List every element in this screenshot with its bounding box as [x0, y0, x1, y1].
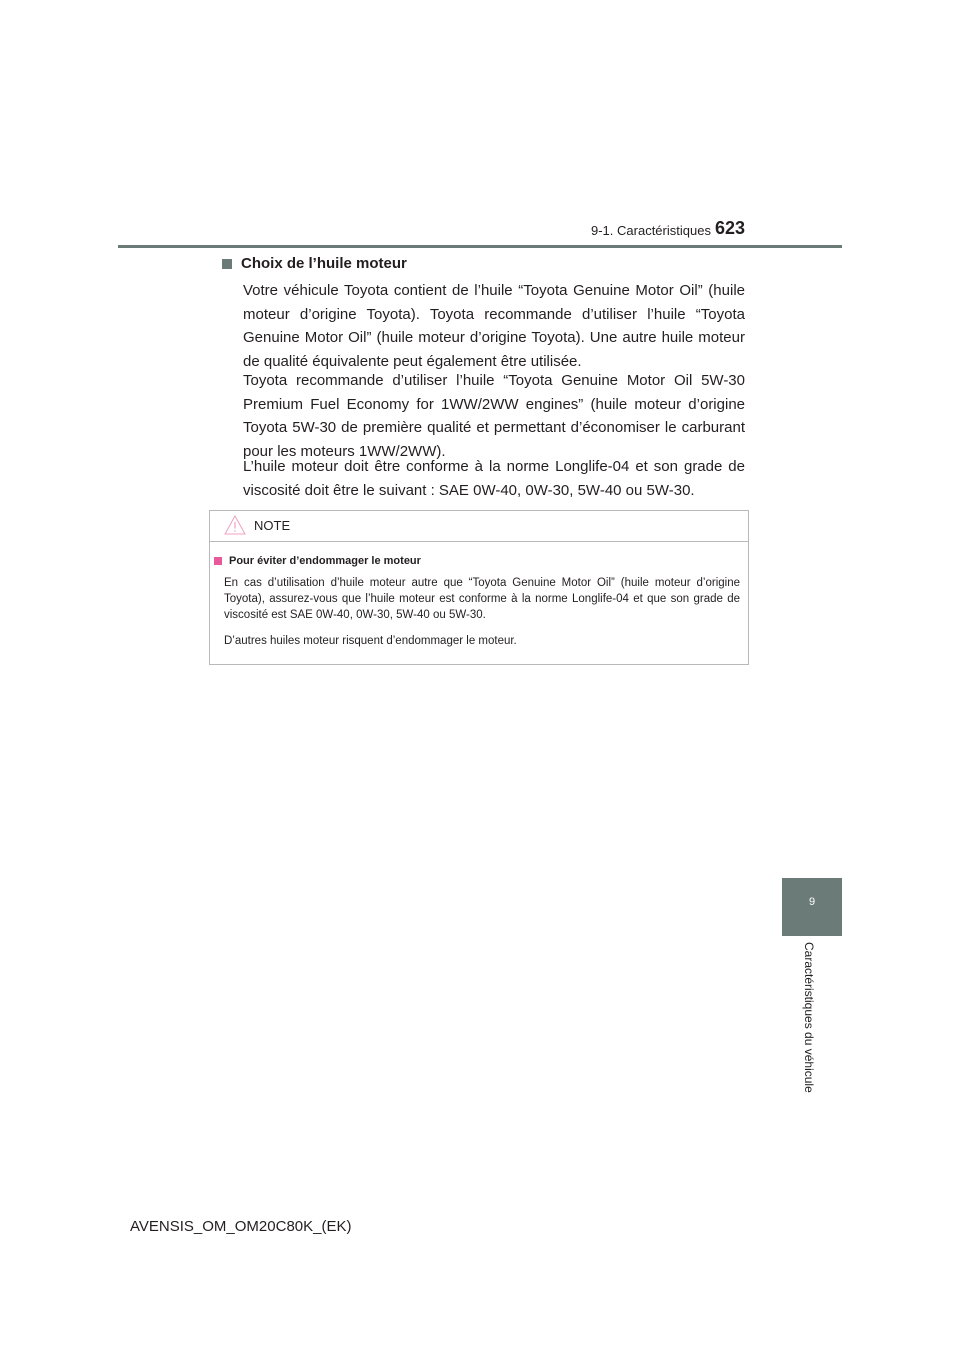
section-heading [222, 255, 407, 272]
header-section-title: 9-1. Caractéristiques [591, 223, 711, 238]
body-paragraph: Votre véhicule Toyota contient de l’huile “Toyota Genuine Motor Oil” (huile moteur d’origine Toyota). Toyota recommande d’utiliser l’huile “Toyota Genuine Motor Oil” (huile moteur d’origine Toyota). Une autre huile moteur de qualité équivalente peut également être utilisée. [243, 282, 745, 370]
note-subheading-text: Pour éviter d’endommager le moteur [229, 555, 421, 567]
header-divider [118, 245, 842, 248]
chapter-tab: 9 [782, 878, 842, 936]
pink-square-bullet-icon [214, 557, 222, 565]
note-header [210, 511, 748, 542]
body-paragraph: L’huile moteur doit être conforme à la norme Longlife-04 et son grade de viscosité doit être le suivant : SAE 0W-40, 0W-30, 5W-40 ou 5W-30. [243, 458, 745, 499]
chapter-tab-label: Caractéristiques du véhicule [802, 942, 816, 1093]
note-paragraph: En cas d’utilisation d’huile moteur autre que “Toyota Genuine Motor Oil” (huile moteur d’origine Toyota), assurez-vous que l’huile moteur est conforme à la norme Longlife-04 et que son grade de viscosité est SAE 0W-40, 0W-30, 5W-40 ou 5W-30. [224, 577, 740, 621]
note-paragraph: D’autres huiles moteur risquent d’endommager le moteur. [224, 635, 517, 647]
note-subheading [214, 555, 421, 567]
warning-triangle-icon [224, 515, 246, 535]
page-number: 623 [715, 218, 746, 238]
note-title: NOTE [254, 518, 291, 533]
square-bullet-icon [222, 259, 232, 269]
note-box [209, 510, 749, 665]
footer-document-code: AVENSIS_OM_OM20C80K_(EK) [130, 1218, 352, 1235]
body-paragraph: Toyota recommande d’utiliser l’huile “Toyota Genuine Motor Oil 5W-30 Premium Fuel Economy for 1WW/2WW engines” (huile moteur d’origine Toyota 5W-30 de première qualité et permettant d’économiser le carburant pour les moteurs 1WW/2WW). [243, 372, 745, 460]
section-heading-text: Choix de l’huile moteur [241, 255, 407, 272]
